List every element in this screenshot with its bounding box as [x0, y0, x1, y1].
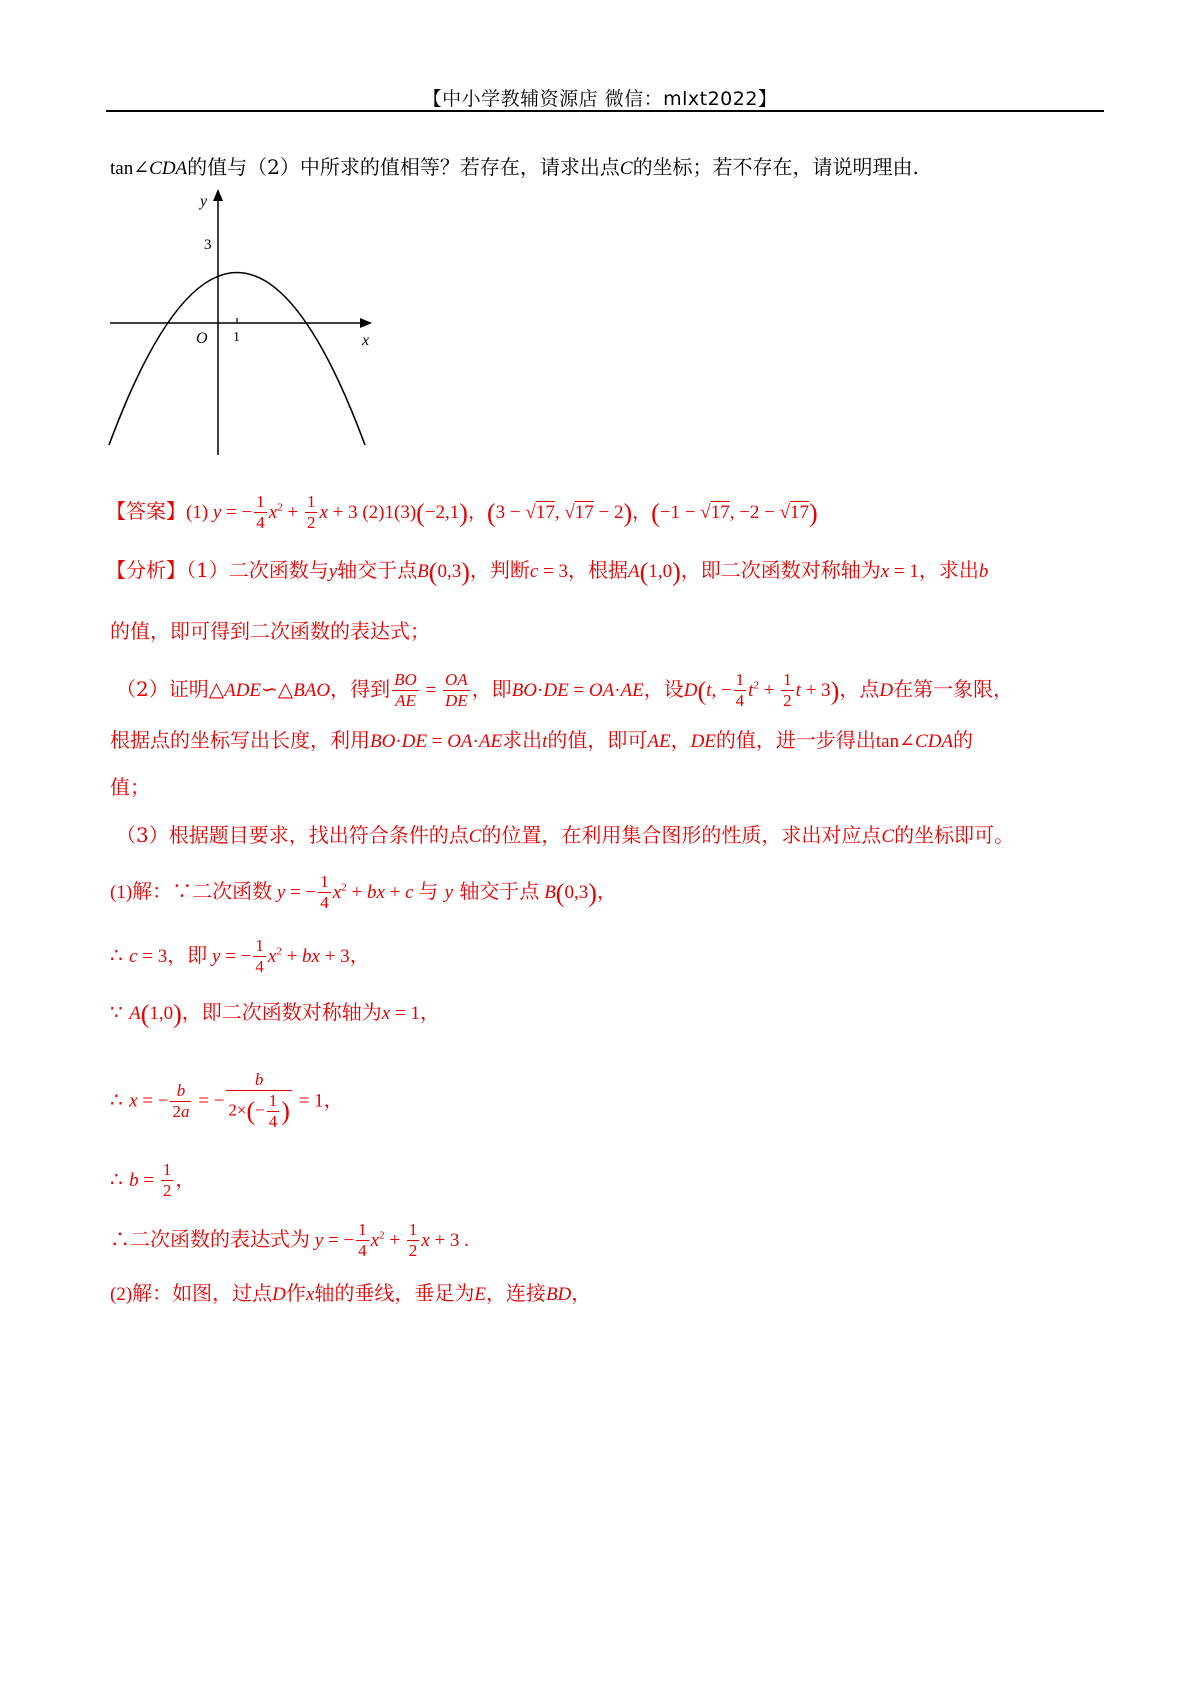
header-rule [106, 110, 1104, 112]
solution-s1: (1)解：∵二次函数 y = − $\frac{1}{4}$ $x^2$ + bx + c 与 y 轴交于点 B(0,3)， [110, 872, 617, 912]
origin-label: O [196, 330, 208, 347]
solution-s4: ∴ x = − $\frac{b}{2a}$ = − b 2×(− $\frac{1}{4}$ ) = 1， [110, 1070, 344, 1131]
solution-s6: ∴二次函数的表达式为 y = − $\frac{1}{4}$ $x^2$ + $\frac{1}{2}$ x + 3 . [110, 1220, 469, 1260]
analysis-p2c: 值； [110, 775, 150, 799]
x-axis-label: x [362, 332, 370, 349]
analysis-p3: （3）根据题目要求，找出符合条件的点C的位置，在利用集合图形的性质，求出对应点C的坐标即可。 [116, 823, 1015, 847]
analysis-p2b: 根据点的坐标写出长度，利用BO·DE = OA·AE求出t的值，即可AE，DE的值，进一步得出tan∠CDA的 [110, 728, 974, 752]
solution-s3: ∵ A(1,0)，即二次函数对称轴为x = 1， [110, 999, 440, 1029]
solution-s5: ∴ b = $\frac{1}{2}$ ， [110, 1160, 196, 1200]
solution-s7: (2)解：如图，过点D作x轴的垂线，垂足为E，连接BD， [110, 1281, 592, 1305]
parabola-figure [100, 185, 380, 460]
question-tail: tan∠CDA的值与（2）中所求的值相等？若存在，请求出点C的坐标；若不存在，请说明理由. [110, 155, 919, 179]
analysis-p1b: 的值，即可得到二次函数的表达式； [110, 619, 430, 643]
analysis-p1a: 【分析】（1）二次函数与y轴交于点B(0,3)，判断c = 3，根据A(1,0)，即二次函数对称轴为x = 1，求出b [106, 557, 989, 587]
y-axis-label: y [200, 193, 208, 210]
solution-s2: ∴ c = 3，即 y = − $\frac{1}{4}$ $x^2$ + bx + 3， [110, 936, 370, 976]
page-header: 【中小学教辅资源店 微信：mlxt2022】 [422, 88, 778, 110]
analysis-label: 【分析】 [106, 558, 186, 582]
tick-y-label: 3 [204, 237, 212, 253]
answer-line: 【答案】(1) y = − $\frac{1}{4}$ $x^2$ + $\frac{1}{2}$ x + 3 (2)1(3)(−2,1)，(3 − √17, √17 − 2)，(−1 − √17, −2 − √17) [106, 492, 818, 532]
analysis-p2a: （2）证明△ADE∽△BAO，得到 $\frac{BO}{AE}$ = $\frac{OA}{DE}$ ，即BO·DE = OA·AE，设D(t, − $\frac{1}{4}$ $t^2$ + $\frac{1}{2}$ t + 3)，点D在第一象限， [116, 670, 1014, 710]
answer-label: 【答案】 [106, 499, 186, 523]
tick-x-label: 1 [233, 330, 240, 345]
